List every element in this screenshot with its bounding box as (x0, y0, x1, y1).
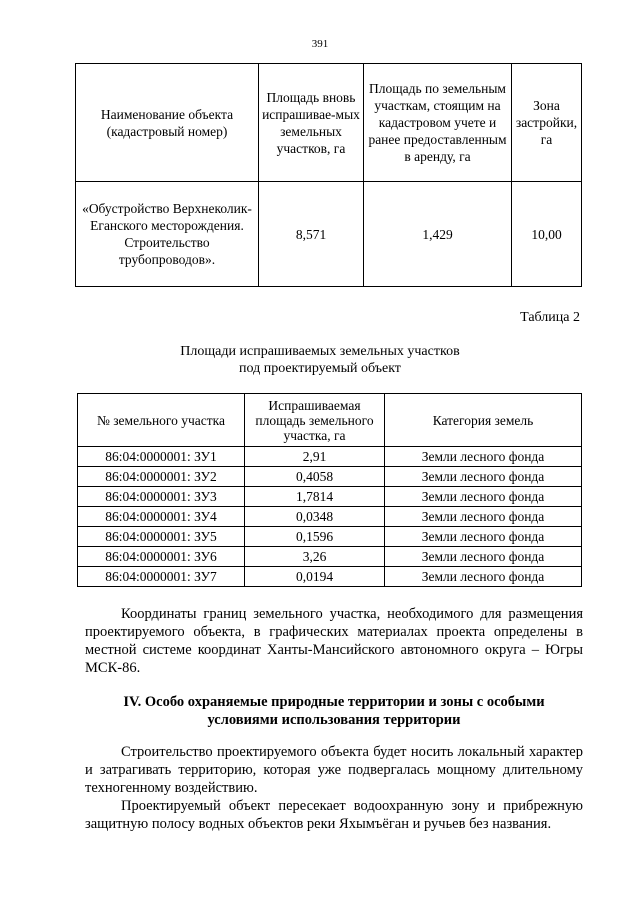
table-row (76, 182, 582, 287)
cell-parcel-number: 86:04:0000001: ЗУ4 (78, 507, 245, 527)
table-row (78, 547, 582, 567)
header-object-name: Наименование объекта (кадастровый номер) (76, 64, 259, 182)
table-row (78, 487, 582, 507)
cell-area: 3,26 (245, 547, 385, 567)
cell-area: 0,0194 (245, 567, 385, 587)
cell-parcel-number: 86:04:0000001: ЗУ5 (78, 527, 245, 547)
table-header-row (76, 64, 582, 182)
cell-object-name: «Обустройство Верхнеколик-Еганского месторождения. Строительство трубопроводов». (76, 182, 259, 287)
cell-area: 0,1596 (245, 527, 385, 547)
cell-parcel-number: 86:04:0000001: ЗУ7 (78, 567, 245, 587)
table-row (78, 567, 582, 587)
table-title-line-2: под проектируемый объект (239, 361, 401, 376)
cell-area: 0,0348 (245, 507, 385, 527)
header-new-area: Площадь вновь испрашивае-мых земельных участков, га (259, 64, 364, 182)
section-heading-line-2: условиями использования территории (207, 712, 461, 728)
table-row (78, 527, 582, 547)
cell-build-zone: 10,00 (512, 182, 582, 287)
cell-area: 0,4058 (245, 467, 385, 487)
coordinates-paragraph: Координаты границ земельного участка, необходимого для размещения проектируемого объекта, в графических материалах проекта определены в местной системе координат Ханты-Мансийского автономного округа – Югры МСК-86. (85, 606, 583, 676)
cell-category: Земли лесного фонда (385, 527, 582, 547)
parcels-table (77, 393, 582, 587)
table-row (78, 467, 582, 487)
table-title (0, 343, 640, 377)
impact-paragraph: Строительство проектируемого объекта будет носить локальный характер и затрагивать территорию, которая уже подвергалась мощному длительному техногенному воздействию. (85, 744, 583, 796)
cell-parcel-number: 86:04:0000001: ЗУ2 (78, 467, 245, 487)
header-land-category: Категория земель (385, 394, 582, 447)
header-registered-area: Площадь по земельным участкам, стоящим на кадастровом учете и ранее предоставленным в аренду, га (364, 64, 512, 182)
cell-parcel-number: 86:04:0000001: ЗУ1 (78, 447, 245, 467)
cell-category: Земли лесного фонда (385, 447, 582, 467)
cell-new-area: 8,571 (259, 182, 364, 287)
cell-category: Земли лесного фонда (385, 487, 582, 507)
cell-area: 1,7814 (245, 487, 385, 507)
cell-parcel-number: 86:04:0000001: ЗУ6 (78, 547, 245, 567)
page-number: 391 (311, 38, 329, 50)
section-heading (85, 693, 583, 729)
header-build-zone: Зона застройки, га (512, 64, 582, 182)
table-caption-label: Таблица 2 (520, 310, 580, 325)
cell-registered-area: 1,429 (364, 182, 512, 287)
water-zone-paragraph: Проектируемый объект пересекает водоохранную зону и прибрежную защитную полосу водных объектов реки Яхымъёган и ручьев без названия. (85, 798, 583, 832)
table-row (78, 507, 582, 527)
cell-parcel-number: 86:04:0000001: ЗУ3 (78, 487, 245, 507)
section-heading-line-1: IV. Особо охраняемые природные территории и зоны с особыми (123, 694, 545, 710)
land-area-table (75, 63, 582, 287)
table-row (78, 447, 582, 467)
header-requested-area: Испрашиваемая площадь земельного участка, га (245, 394, 385, 447)
header-parcel-number: № земельного участка (78, 394, 245, 447)
cell-area: 2,91 (245, 447, 385, 467)
cell-category: Земли лесного фонда (385, 507, 582, 527)
table-header-row (78, 394, 582, 447)
cell-category: Земли лесного фонда (385, 547, 582, 567)
cell-category: Земли лесного фонда (385, 567, 582, 587)
cell-category: Земли лесного фонда (385, 467, 582, 487)
table-title-line-1: Площади испрашиваемых земельных участков (180, 344, 460, 359)
